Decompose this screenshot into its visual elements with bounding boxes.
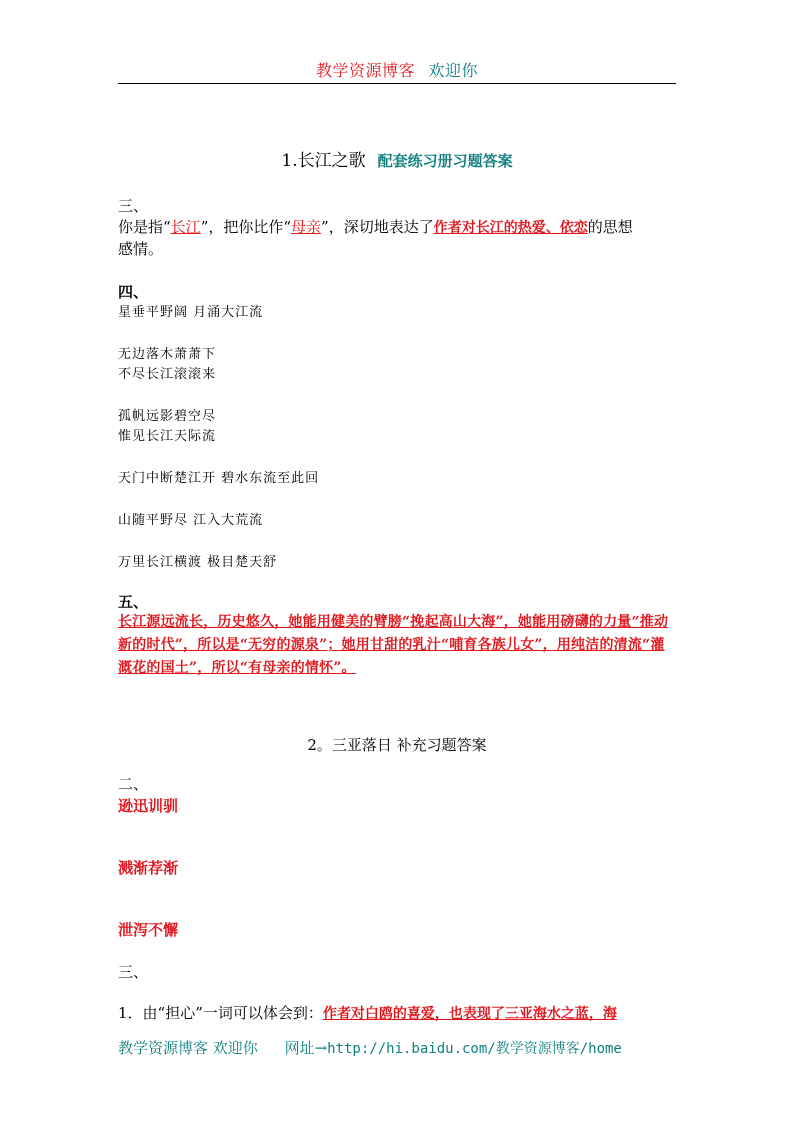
header-welcome: 欢迎你 (428, 61, 479, 80)
poem-line: 星垂平野阔 月涌大江流 (118, 305, 264, 320)
s1-q5-label: 五、 (118, 593, 149, 611)
s1-q3-label: 三、 (118, 197, 149, 215)
section1-title: 1.长江之歌 (281, 151, 366, 171)
s1-q4-label: 四、 (118, 283, 149, 301)
s2-q3-label: 三、 (118, 963, 149, 981)
s2-q2-answer: 溅渐荐渐 (118, 859, 179, 877)
poem-line: 万里长江横渡 极目楚天舒 (118, 555, 278, 570)
q3-text: 你是指“ (118, 218, 171, 236)
footer-blog: 教学资源博客 欢迎你 (118, 1039, 258, 1057)
s2-q2-answer: 泄泻不懈 (118, 921, 179, 939)
section2-title: 2。三亚落日 补充习题答案 (307, 736, 487, 754)
poem-line: 无边落木萧萧下 (118, 347, 217, 362)
q3-text: 的思想 (587, 218, 633, 236)
header-blog-name: 教学资源博客 (315, 61, 415, 80)
q3-text: ”，深切地表达了 (321, 218, 434, 236)
s2-q2-label: 二、 (118, 775, 149, 793)
q3-answer-2: 母亲 (291, 218, 322, 236)
page-header (0, 58, 794, 81)
footer-url-label: 网址→ (284, 1039, 328, 1057)
s2-q3-item1-question: 1．由“担心”一词可以体会到： (118, 1004, 323, 1022)
section1-heading (0, 146, 794, 171)
q3-answer-1: 长江 (170, 218, 201, 236)
footer-url-link[interactable]: http://hi.baidu.com/教学资源博客/home (327, 1041, 622, 1057)
s1-q3-line1 (118, 216, 633, 239)
q3-text: ”，把你比作“ (200, 218, 292, 236)
s2-q3-item1 (118, 1002, 617, 1025)
q3-answer-3: 作者对长江的热爱、依恋 (433, 220, 588, 236)
s1-q5-answer (118, 611, 678, 680)
s2-q3-item1-answer: 作者对白鸥的喜爱，也表现了三亚海水之蓝，海 (322, 1006, 617, 1022)
poem-line: 孤帆远影碧空尽 (118, 409, 217, 424)
page-footer (118, 1037, 622, 1058)
s1-q3-line2: 感情。 (118, 240, 164, 258)
q5-answer-text: 长江源远流长，历史悠久，她能用健美的臂膀“挽起高山大海”，她能用磅礴的力量“推动新的时代”，所以是“无穷的源泉”；她用甘甜的乳汁“哺育各族儿女”，用纯洁的清流“灌溉花的国土”，所以“有母亲的情怀”。 (118, 614, 669, 676)
poem-line: 不尽长江滚滚来 (118, 367, 217, 382)
poem-line: 天门中断楚江开 碧水东流至此回 (118, 471, 320, 486)
s2-q2-answer: 逊迅训驯 (118, 797, 179, 815)
section1-subtitle: 配套练习册习题答案 (377, 152, 513, 170)
header-divider (118, 83, 676, 84)
poem-line: 山随平野尽 江入大荒流 (118, 513, 264, 528)
poem-line: 惟见长江天际流 (118, 429, 217, 444)
